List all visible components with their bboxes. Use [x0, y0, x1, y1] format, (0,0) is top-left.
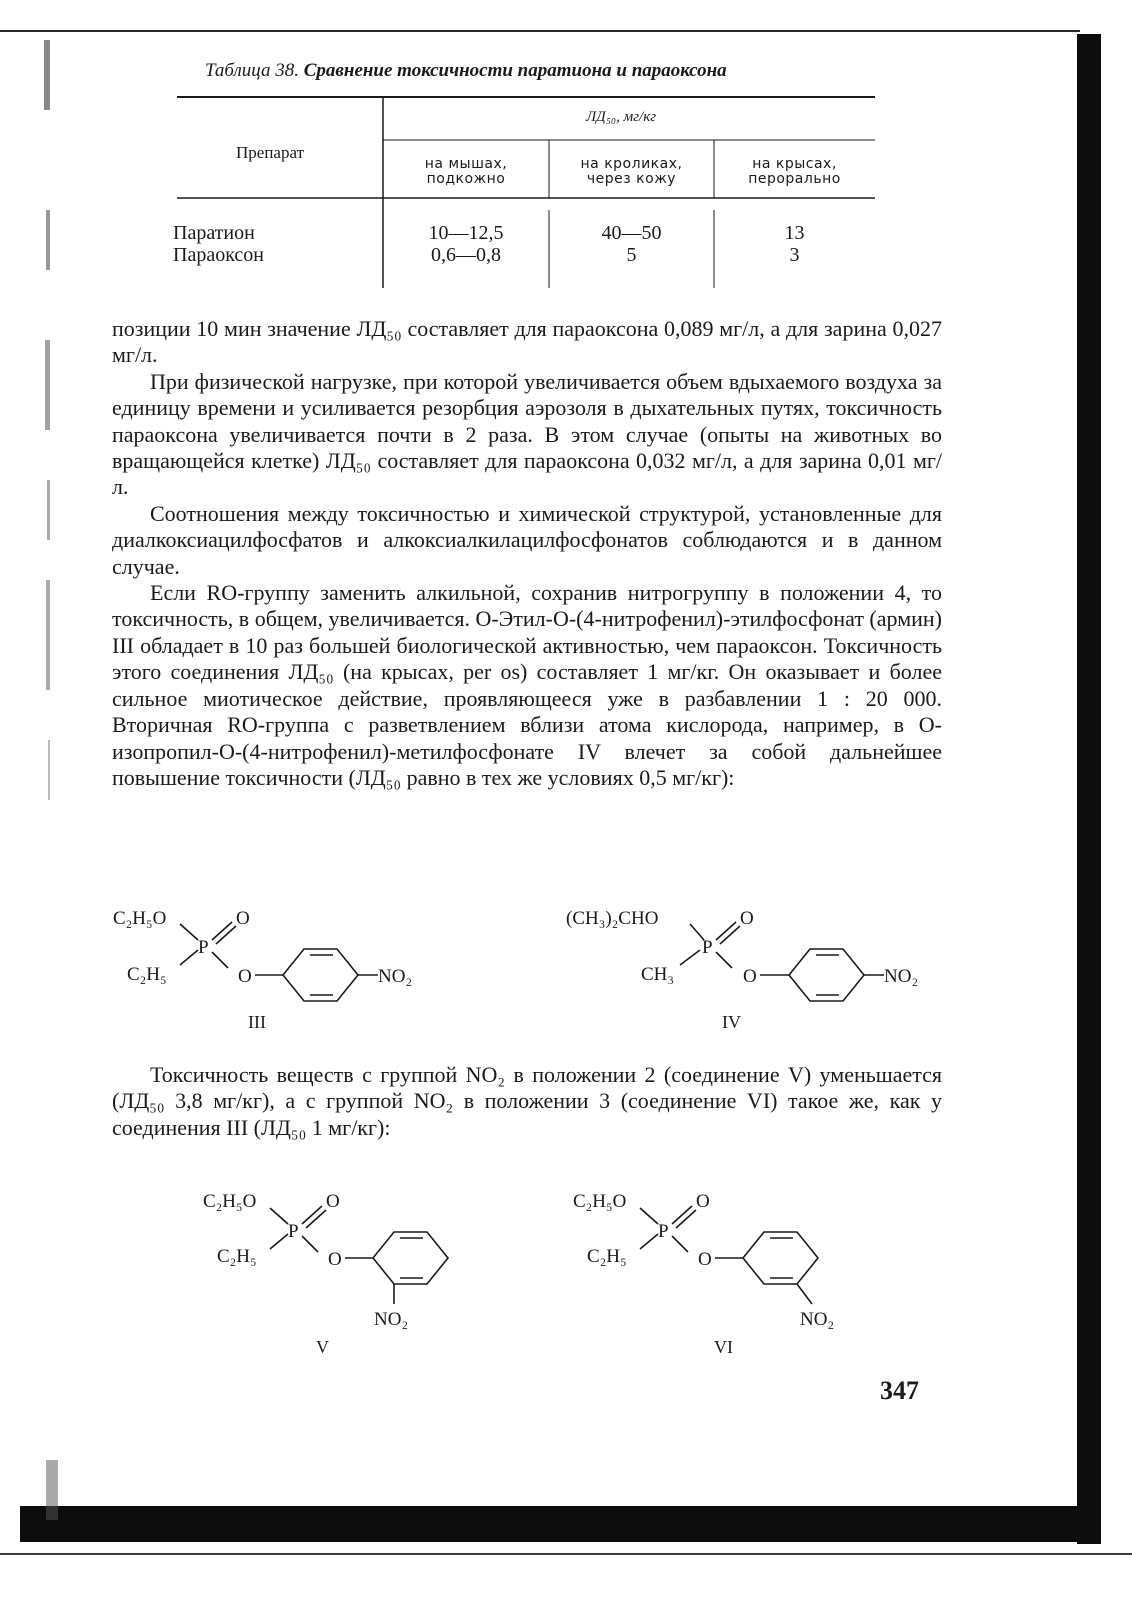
struct-V-label: V: [316, 1337, 329, 1357]
table-cell: 10—12,5: [428, 222, 504, 244]
struct-V-no2: NO₂: [374, 1309, 409, 1330]
table-header-drug: Препарат: [236, 143, 304, 162]
subheader-line: на кроликах,: [580, 156, 683, 172]
paragraph: позиции 10 мин значение ЛД₅₀ составляет для параоксона 0,089 мг/л, а для зарина 0,027 мг/л.: [112, 316, 942, 368]
struct-III-p: P: [198, 937, 209, 958]
struct-V-o: O: [326, 1191, 340, 1212]
table-caption-prefix: Таблица 38.: [205, 60, 299, 81]
struct-V-link: O: [328, 1249, 342, 1270]
struct-V-r1: C₂H₅O: [203, 1191, 257, 1212]
struct-IV-link: O: [743, 966, 757, 987]
struct-V-r2: C₂H₅: [217, 1246, 257, 1267]
struct-VI-p: P: [658, 1221, 669, 1242]
struct-VI-link: O: [698, 1249, 712, 1270]
paragraph: Соотношения между токсичностью и химической структурой, установленные для диалкоксиацилфосфатов и алкоксиалкилацилфосфонатов соблюдаются и в данном случае.: [112, 500, 942, 579]
struct-III-r2: C₂H₅: [127, 964, 167, 985]
struct-IV-label: IV: [722, 1012, 741, 1032]
struct-III-link: O: [238, 966, 252, 987]
struct-VI-r1: C₂H₅O: [573, 1191, 627, 1212]
table-cell: 0,6—0,8: [431, 244, 501, 266]
struct-VI-label: VI: [714, 1337, 733, 1357]
struct-IV-o: O: [740, 908, 754, 929]
table-row-name: Паратион: [173, 222, 255, 244]
table-cell: 3: [789, 244, 800, 266]
struct-VI-o: O: [696, 1191, 710, 1212]
struct-III-o: O: [236, 908, 250, 929]
paragraph: При физической нагрузке, при которой увеличивается объем вдыхаемого воздуха за единицу времени и усиливается резорбция аэрозоля в дыхательных путях, токсичность параоксона увеличивается почти в 2 раза. В этом случае (опыты на животных во вращающейся клетке) ЛД₅₀ составляет для параоксона 0,032 мг/л, а для зарина 0,01 мг/л.: [112, 368, 942, 500]
paragraph: Если RO-группу заменить алкильной, сохранив нитрогруппу в положении 4, то токсичность, в общем, увеличивается. О-Этил-О-(4-нитрофенил)-этилфосфонат (армин) III обладает в 10 раз большей биологической активностью, чем параоксон. Токсичность этого соединения ЛД₅₀ (на крысах, per os) составляет 1 мг/кг. Он оказывает и более сильное миотическое действие, проявляющееся уже в разбавлении 1 : 20 000. Вторичная RO-группа с разветвлением вблизи атома кислорода, например, в О-изопропил-О-(4-нитрофенил)-метилфосфонате IV влечет за собой дальнейшее повышение токсичности (ЛД₅₀ равно в тех же условиях 0,5 мг/кг):: [112, 580, 942, 790]
struct-IV-r2: CH₃: [641, 964, 675, 985]
struct-VI-no2: NO₂: [800, 1309, 835, 1330]
struct-III-r1: C₂H₅O: [113, 908, 167, 929]
subheader-line: перорально: [748, 171, 841, 187]
paragraph: Токсичность веществ с группой NO₂ в положении 2 (соединение V) уменьшается (ЛД₅₀ 3,8 мг/кг), а с группой NO₂ в положении 3 (соединение VI) такое же, как у соединения III (ЛД₅₀ 1 мг/кг):: [112, 1062, 942, 1140]
subheader-line: через кожу: [586, 171, 677, 187]
struct-V-p: P: [288, 1221, 299, 1242]
subheader-line: подкожно: [426, 171, 506, 187]
struct-IV-no2: NO₂: [884, 966, 919, 987]
subheader-line: на мышах,: [424, 156, 508, 172]
struct-III-label: III: [248, 1012, 266, 1032]
table-cell: 13: [784, 222, 805, 244]
subheader-line: на крысах,: [752, 156, 837, 172]
page-number: 347: [880, 1376, 919, 1405]
table-header-ld50: ЛД₅₀, мг/кг: [586, 109, 657, 125]
table-cell: 5: [626, 244, 637, 266]
table-cell: 40—50: [601, 222, 662, 244]
table-row-name: Параоксон: [173, 244, 264, 266]
struct-IV-p: P: [702, 937, 713, 958]
struct-IV-r1: (CH₃)₂CHO: [566, 908, 659, 929]
table-caption-title: Сравнение токсичности паратиона и параоксона: [303, 60, 727, 81]
struct-III-no2: NO₂: [378, 966, 413, 987]
body-text-lower: [112, 1062, 942, 1141]
struct-VI-r2: C₂H₅: [587, 1246, 627, 1267]
